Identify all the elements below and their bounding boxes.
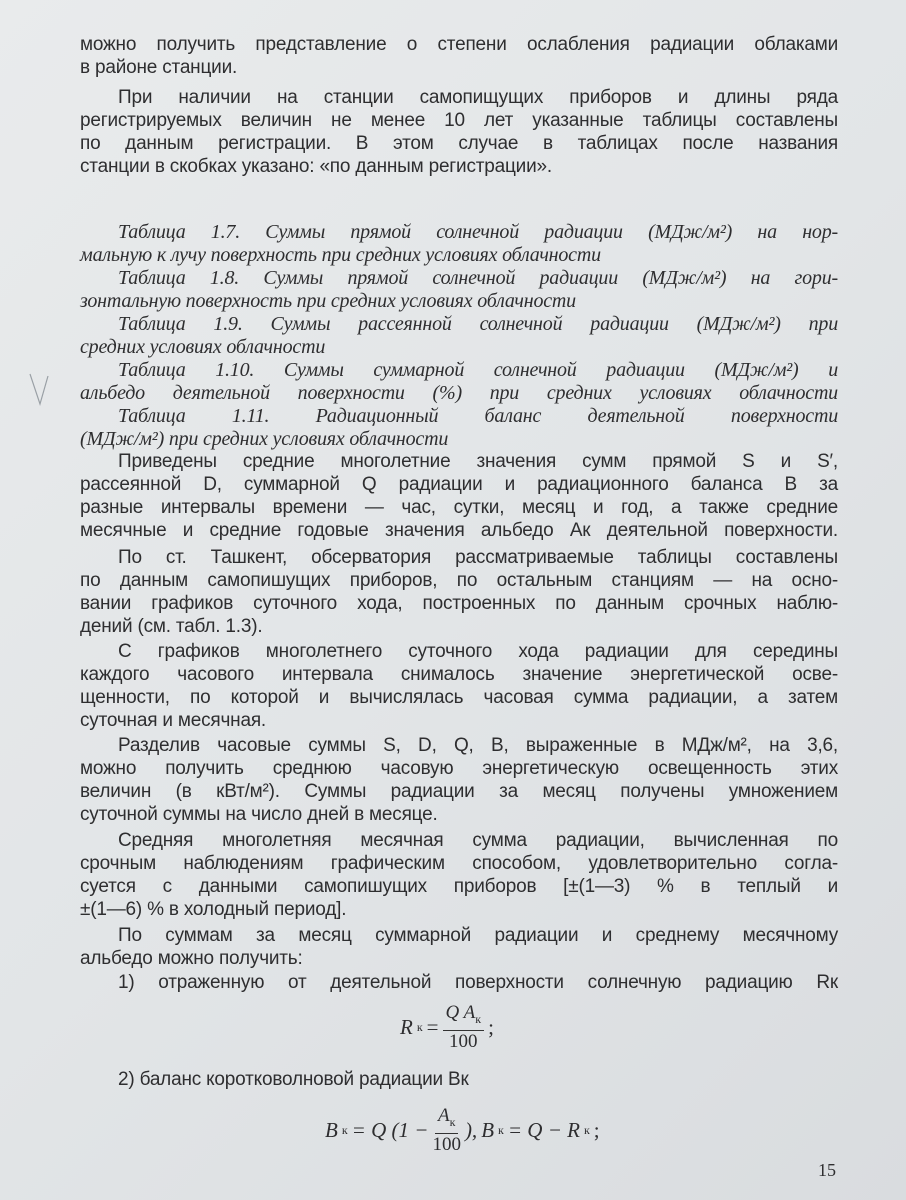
text-line: ±(1—6) % в холодный период].: [80, 899, 347, 920]
formula-punct: ;: [488, 1014, 494, 1039]
text-line: рассеянной D, суммарной Q радиации и радиационного баланса B за: [80, 474, 838, 495]
table-caption-line: Таблица 1.10. Суммы суммарной солнечной радиации (МДж/м²) и: [118, 359, 838, 381]
text-line: Приведены средние многолетние значения сумм прямой S и S′,: [118, 451, 838, 472]
formula-symbol: B: [325, 1117, 338, 1142]
table-caption-line: зонтальную поверхность при средних условиях облачности: [80, 290, 576, 312]
text-line: срочным наблюдениям графическим способом, удовлетворительно согла-: [80, 853, 838, 874]
formula-expression: ),: [464, 1117, 478, 1142]
formula-subscript: к: [449, 1114, 456, 1129]
text-line: месячные и средние годовые значения альбедо Aк деятельной поверхности.: [80, 520, 838, 541]
table-caption-line: (МДж/м²) при средних условиях облачности: [80, 428, 449, 450]
text-line: станции в скобках указано: «по данным регистрации».: [80, 156, 552, 177]
table-caption-line: альбедо деятельной поверхности (%) при средних условиях облачности: [80, 382, 838, 404]
text-line: По ст. Ташкент, обсерватория рассматриваемые таблицы составлены: [118, 547, 838, 568]
formula-shortwave-balance: [325, 1105, 600, 1156]
fraction-denominator: 100: [432, 1133, 461, 1155]
text-line: разные интервалы времени — час, сутки, месяц и год, а также средние: [80, 497, 838, 518]
formula-symbol: B: [481, 1117, 495, 1142]
page-number: 15: [818, 1160, 836, 1180]
formula-fraction: [443, 1002, 485, 1053]
pencil-check-mark: [28, 372, 50, 406]
formula-expression: = Q − R: [507, 1117, 580, 1142]
text-line: 1) отраженную от деятельной поверхности солнечную радиацию Rк: [118, 972, 838, 993]
text-line: можно получить среднюю часовую энергетическую освещенность этих: [80, 758, 838, 779]
table-caption-line: средних условиях облачности: [80, 336, 326, 358]
formula-subscript: к: [416, 1019, 423, 1034]
text-line: в районе станции.: [80, 57, 238, 78]
text-line: При наличии на станции самопищущих приборов и длины ряда: [118, 87, 838, 108]
numerator-text: A: [437, 1105, 450, 1126]
text-line: по данным регистрации. В этом случае в таблицах после названия: [80, 133, 838, 154]
text-line: Средняя многолетняя месячная сумма радиации, вычисленная по: [118, 830, 838, 851]
formula-subscript: к: [475, 1011, 482, 1026]
formula-subscript: к: [498, 1122, 504, 1137]
text-line: каждого часового интервала снималось значение энергетической осве-: [80, 664, 838, 685]
numerator-text: Q A: [445, 1002, 476, 1023]
text-line: щенности, по которой и вычислялась часовая сумма радиации, а затем: [80, 687, 838, 708]
text-line: вании графиков суточного хода, построенных по данным срочных наблю-: [80, 593, 838, 614]
formula-expression: = Q (1 −: [351, 1117, 429, 1142]
table-caption-line: мальную к лучу поверхность при средних условиях облачности: [80, 244, 601, 266]
text-line: регистрируемых величин не менее 10 лет указанные таблицы составлены: [80, 110, 838, 131]
table-caption-line: Таблица 1.11. Радиационный баланс деятельной поверхности: [118, 405, 838, 427]
formula-subscript: к: [583, 1122, 590, 1137]
text-line: альбедо можно получить:: [80, 948, 303, 969]
fraction-numerator: [443, 1002, 485, 1031]
text-line: Разделив часовые суммы S, D, Q, B, выраженные в МДж/м², на 3,6,: [118, 735, 838, 756]
formula-subscript: к: [341, 1122, 348, 1137]
formula-punct: ;: [593, 1117, 600, 1142]
text-line: можно получить представление о степени ослабления радиации облаками: [80, 34, 838, 55]
text-line: дений (см. табл. 1.3).: [80, 616, 263, 637]
formula-operator: =: [426, 1014, 439, 1039]
text-line: 2) баланс коротковолновой радиации Bк: [118, 1069, 469, 1090]
table-caption-line: Таблица 1.9. Суммы рассеянной солнечной радиации (МДж/м²) при: [118, 313, 838, 335]
table-caption-line: Таблица 1.7. Суммы прямой солнечной радиации (МДж/м²) на нор-: [118, 221, 838, 243]
text-line: С графиков многолетнего суточного хода радиации для середины: [118, 641, 838, 662]
text-line: суточная и месячная.: [80, 710, 267, 731]
text-line: суется с данными самопишущих приборов [±(1—3) % в теплый и: [80, 876, 838, 897]
formula-reflected-radiation: [400, 1002, 494, 1053]
text-line: суточной суммы на число дней в месяце.: [80, 804, 438, 825]
text-line: по данным самопишущих приборов, по остальным станциям — на осно-: [80, 570, 838, 591]
fraction-numerator: [435, 1105, 458, 1134]
fraction-denominator: 100: [449, 1030, 478, 1052]
text-line: По суммам за месяц суммарной радиации и среднему месячному: [118, 925, 838, 946]
formula-fraction: [432, 1105, 461, 1156]
text-line: величин (в кВт/м²). Суммы радиации за месяц получены умножением: [80, 781, 838, 802]
formula-symbol: R: [400, 1014, 413, 1039]
table-caption-line: Таблица 1.8. Суммы прямой солнечной радиации (МДж/м²) на гори-: [118, 267, 838, 289]
